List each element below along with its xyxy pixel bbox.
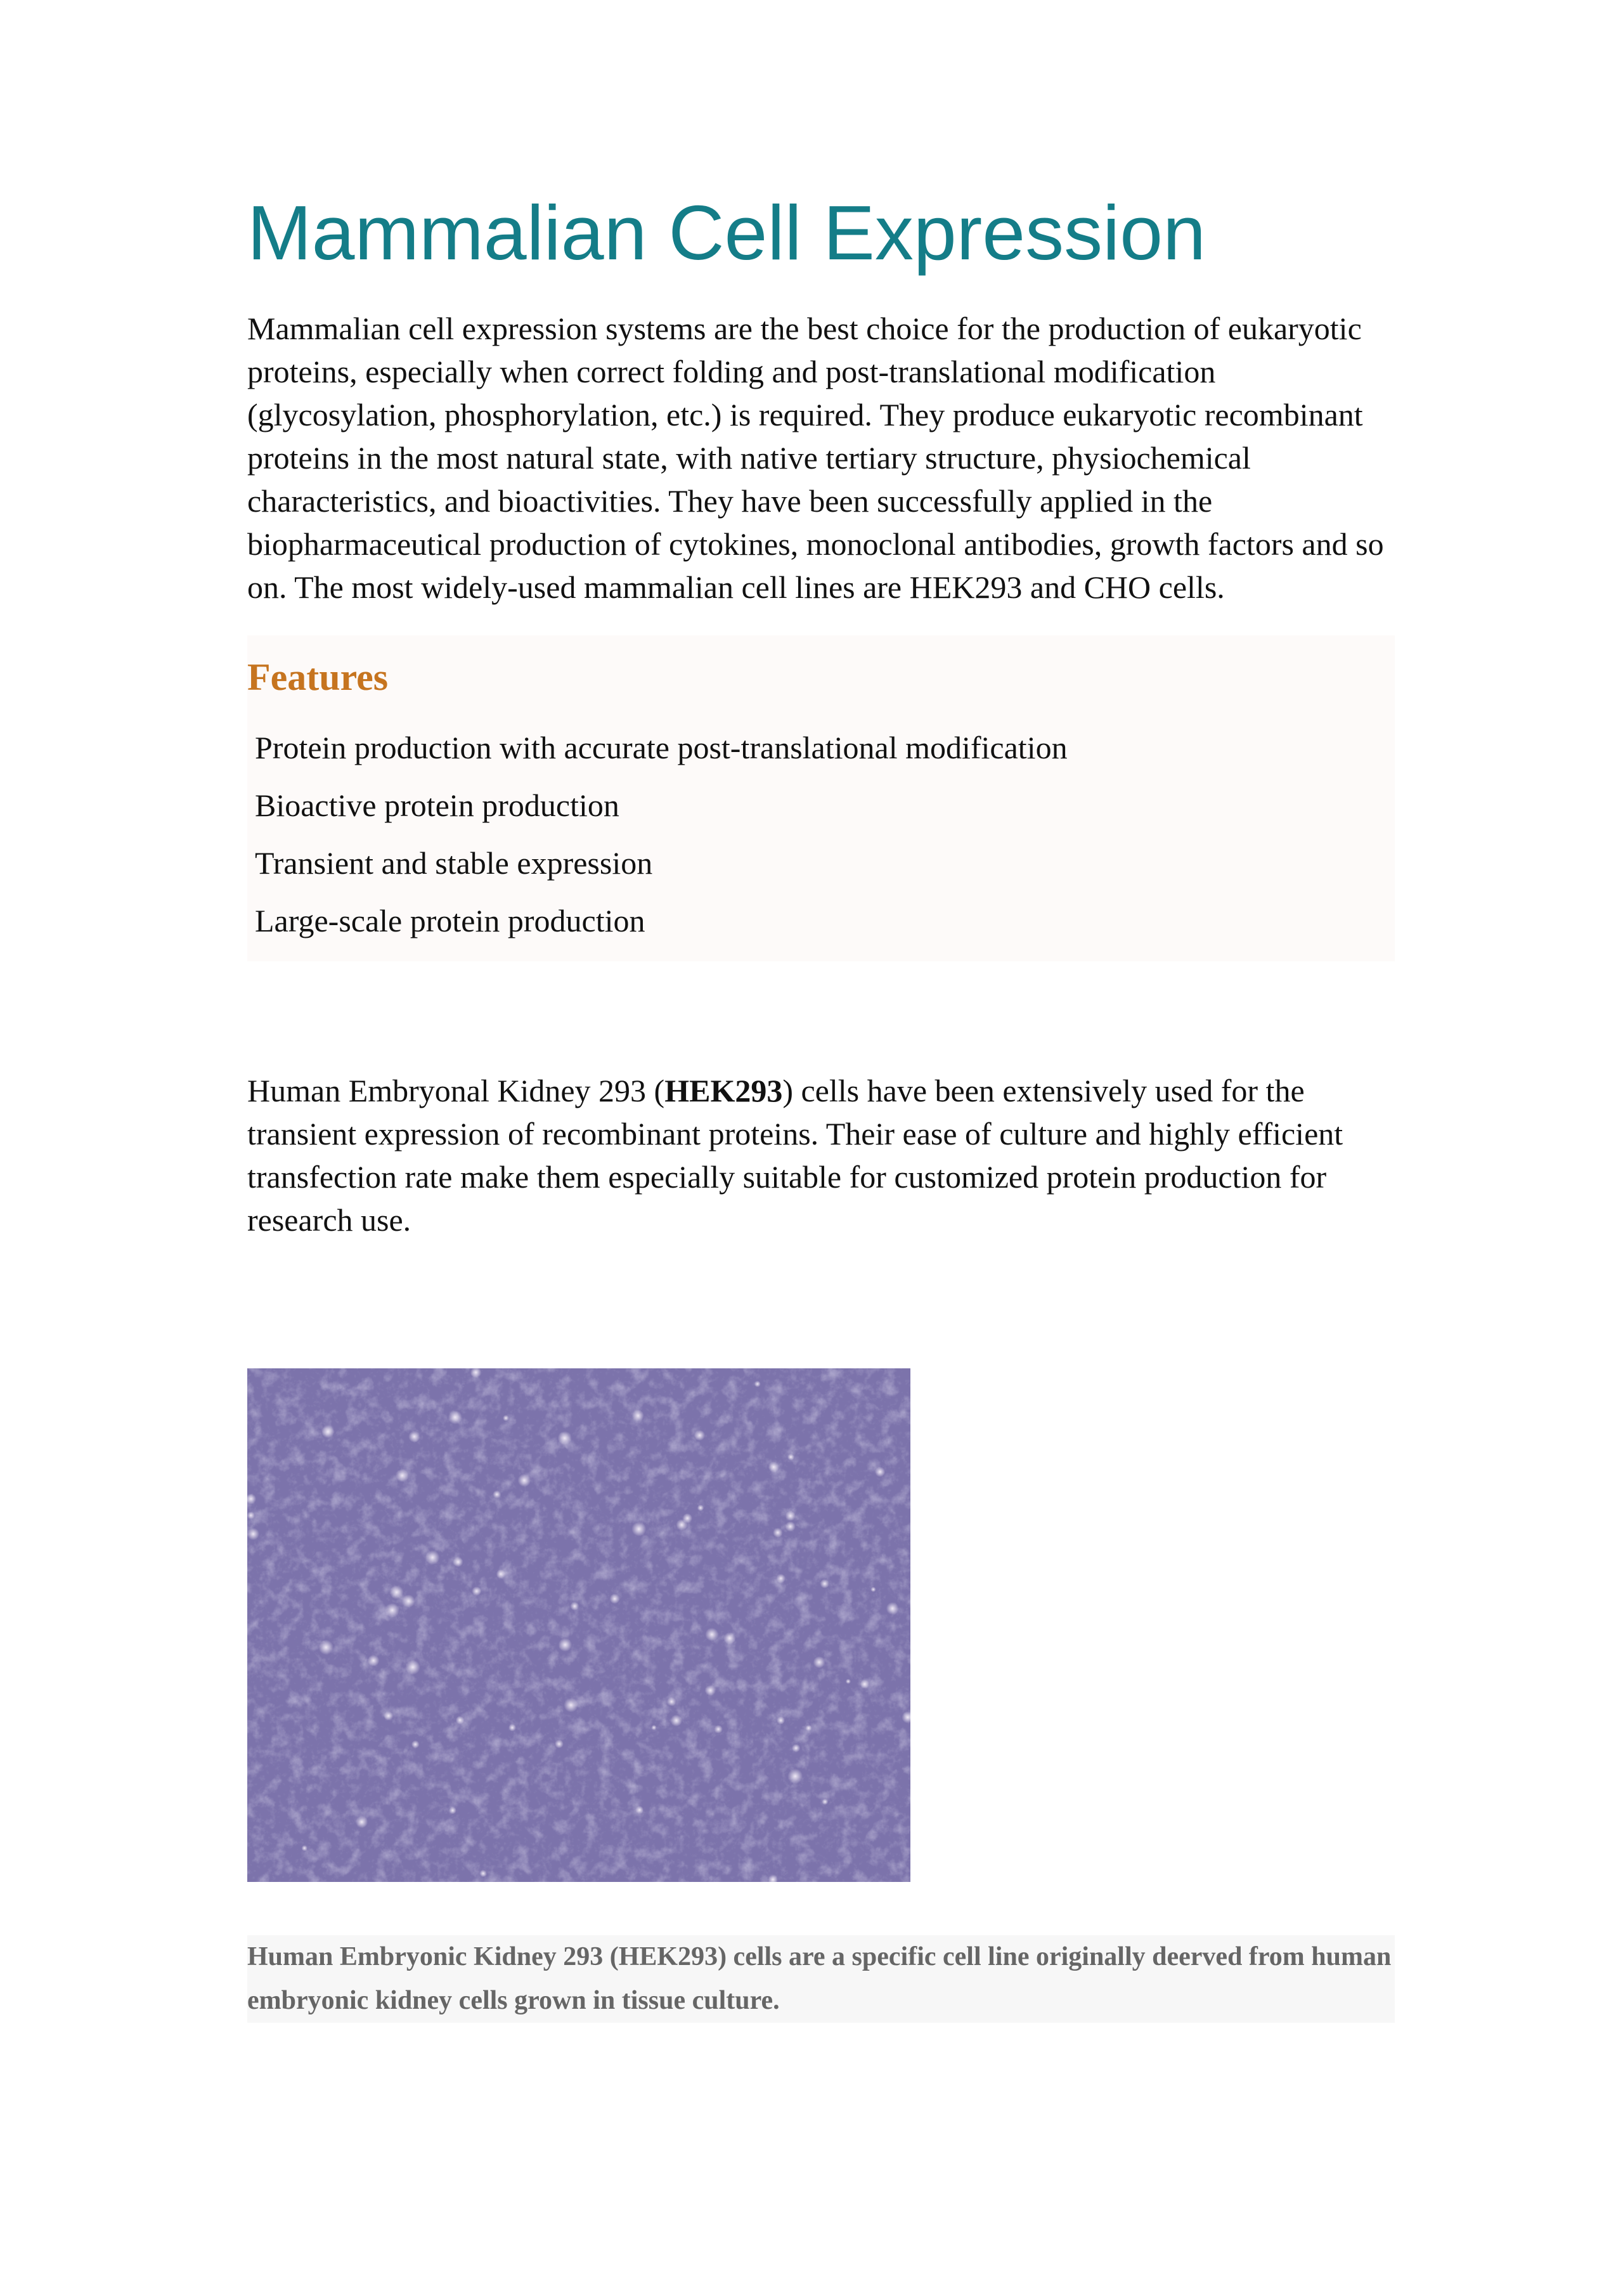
hek293-paragraph [247,1069,1395,1242]
cell-spot [787,1454,794,1461]
cell-spot [667,1697,676,1706]
cell-spot [635,1806,643,1814]
cell-spot [321,1425,334,1438]
cell-spot [610,1593,620,1604]
hek293-microscopy-image [247,1368,910,1882]
cell-spot [777,1716,785,1725]
features-list [247,719,1395,950]
cell-spot [559,1638,572,1652]
cell-spot [785,1511,795,1521]
cell-spot [697,1505,704,1511]
cell-spot [493,1490,501,1498]
image-caption-box [247,1935,1395,2023]
cell-spot [754,1381,761,1387]
cell-spot [705,1685,716,1696]
cell-spot [408,1431,420,1443]
cell-spot [472,1586,481,1596]
cell-spot [694,1430,705,1441]
hek-bold-term: HEK293 [664,1073,783,1109]
cell-spot [631,1522,646,1536]
cell-spot [776,1574,786,1583]
cell-spot [723,1632,735,1644]
cell-spot [870,1587,876,1592]
features-section [247,635,1395,961]
cell-spot [813,1656,825,1668]
cell-spot [385,1603,399,1618]
cell-spot [822,1799,829,1805]
page-title: Mammalian Cell Expression [247,190,1206,276]
cell-spot [518,1474,531,1487]
cell-spot [558,1431,572,1445]
list-item: Large-scale protein production [255,903,645,939]
cell-spot [555,1740,564,1749]
cell-spot [396,1469,409,1482]
cell-spot [792,1744,800,1752]
image-caption: Human Embryonic Kidney 293 (HEK293) cells are a specific cell line originally deerved from human embryonic kidney cells grown in tissue culture. [247,1942,1392,2016]
cell-spot [785,1521,796,1532]
cell-spot [860,1680,869,1689]
cell-spot [456,1716,465,1725]
list-item: Protein production with accurate post-translational modification [255,730,1068,766]
document-page [247,190,1395,2023]
hek-text-after: ) cells have been extensively used for the transient expression of recombinant proteins. Their ease of culture and highly efficient transfection rate make them especially suitable for customized protein production for research use. [247,1073,1343,1238]
cell-spot [651,1725,656,1730]
cell-spot [503,1415,509,1422]
cell-spot [564,1698,578,1713]
cell-spot [368,1655,380,1667]
cell-spot [773,1527,783,1538]
cell-spot [448,1410,462,1424]
cell-spot [479,1870,487,1878]
hek-text-before: Human Embryonal Kidney 293 ( [247,1073,665,1109]
cell-spot [425,1550,440,1565]
cell-spot [846,1679,851,1684]
cell-spot [682,1514,692,1524]
cell-spot [453,1557,463,1567]
cell-spot [714,1725,723,1734]
features-heading: Features [247,656,389,699]
cell-spot [705,1628,718,1641]
cell-spot [318,1640,333,1655]
cell-spot [384,1711,393,1721]
cell-spot [571,1602,579,1611]
cell-spot [390,1585,404,1599]
cell-spot [875,1467,885,1477]
cell-spot [806,1725,812,1731]
list-item: Bioactive protein production [255,788,619,824]
intro-paragraph: Mammalian cell expression systems are the best choice for the production of eukaryotic proteins, especially when correct folding and post-translational modification (glycosylation, phosphorylation, etc.) is required. They produce eukaryotic recombinant proteins in the most natural state, with native tertiary structure, physiochemical characteristics, and bioactivities. They have been successfully applied in the biopharmaceutical production of cytokines, monoclonal antibodies, growth factors and so on. The most widely-used mammalian cell lines are HEK293 and CHO cells. [247,311,1384,606]
cell-spot [402,1595,415,1608]
cell-spot [302,1845,307,1851]
cell-spot [886,1602,899,1615]
cell-spot [449,1807,456,1815]
cell-spot [787,1768,803,1784]
cell-spot [356,1816,368,1828]
cell-spot [768,1462,779,1472]
cell-spot [247,1512,255,1519]
cell-spot [496,1569,506,1579]
list-item: Transient and stable expression [255,845,653,881]
cell-spot [820,1579,829,1588]
cell-spot [405,1660,420,1675]
cell-spot [670,1715,682,1727]
cell-spot [632,1410,644,1422]
cell-spot [411,1741,420,1749]
cell-spot [508,1724,516,1732]
cell-spot [247,1528,259,1540]
